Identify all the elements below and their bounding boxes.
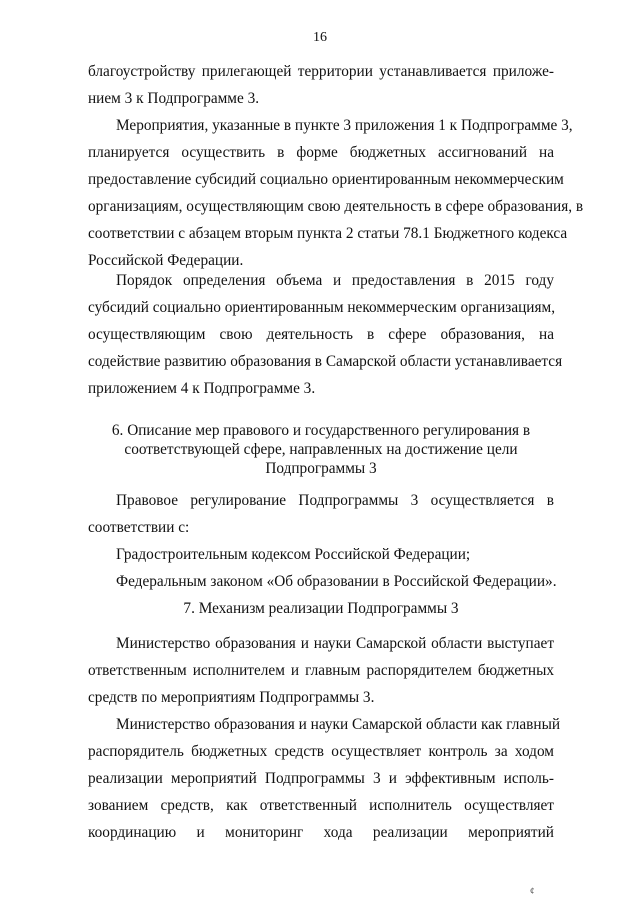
text-line: Порядок определения объема и предоставления в 2015 году [116,272,554,289]
text-line: Министерство образования и науки Самарской области выступает [116,635,554,652]
text-line: распорядитель бюджетных средств осуществляет контроль за ходом [88,743,554,760]
text-line: соответствии с абзацем вторым пункта 2 статьи 78.1 Бюджетного кодекса [88,225,568,242]
text-line: планируется осуществить в форме бюджетных ассигнований на [88,144,554,161]
text-line: соответствии с: [88,519,190,536]
text-line: нием 3 к Подпрограмме 3. [88,90,260,107]
heading-line: 6. Описание мер правового и государственного регулирования в [111,422,531,439]
text-line: приложением 4 к Подпрограмме 3. [88,380,316,397]
text-line: осуществляющим свою деятельность в сфере образования, на [88,326,554,343]
text-line: ответственным исполнителем и главным распорядителем бюджетных [88,662,554,679]
text-line: предоставление субсидий социально ориентированным некоммерческим [88,171,564,188]
corner-mark: ¢ [530,886,535,896]
text-line: субсидий социально ориентированным некоммерческим организациям, [88,299,556,316]
text-line: благоустройству прилегающей территории устанавливается приложе- [88,63,554,80]
text-line: зованием средств, как ответственный исполнитель осуществляет [88,797,554,814]
text-line: координацию и мониторинг хода реализации мероприятий [88,824,554,841]
text-line: реализации мероприятий Подпрограммы 3 и эффективным исполь- [88,770,554,787]
text-line: Федеральным законом «Об образовании в Российской Федерации». [116,573,557,590]
text-line: Министерство образования и науки Самарской области как главный [116,716,561,733]
heading-line: Подпрограммы 3 [265,460,377,477]
text-line: средств по мероприятиям Подпрограммы 3. [88,689,375,706]
section-7-heading: 7. Механизм реализации Подпрограммы 3 [183,600,459,617]
text-line: Правовое регулирование Подпрограммы 3 осуществляется в [116,492,554,509]
text-line: Градостроительным кодексом Российской Федерации; [116,546,471,563]
heading-line: соответствующей сфере, направленных на достижение цели [124,441,518,458]
text-line: организациям, осуществляющим свою деятельность в сфере образования, в [88,198,584,215]
text-line: содействие развитию образования в Самарской области устанавливается [88,353,563,370]
page-number: 16 [313,30,327,45]
text-line: Российской Федерации. [88,252,244,269]
text-line: Мероприятия, указанные в пункте 3 приложения 1 к Подпрограмме 3, [116,117,573,134]
